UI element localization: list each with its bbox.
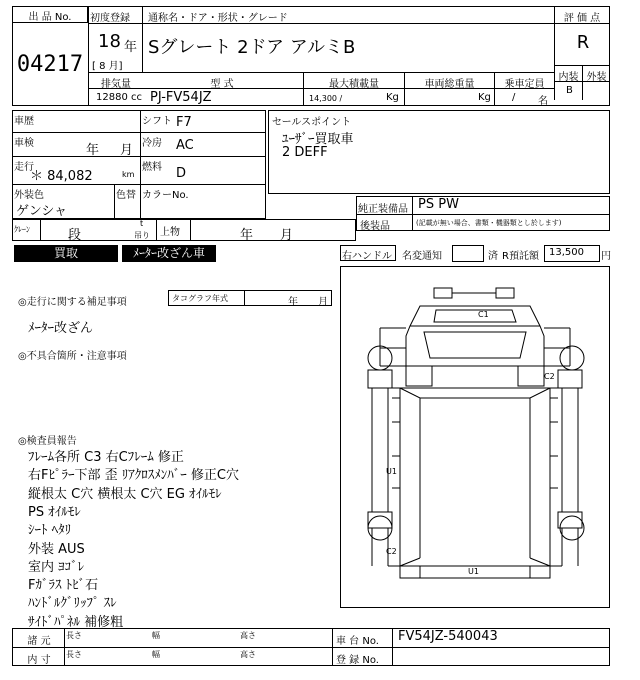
displacement-label: 排気量 [101,79,131,90]
recycle-label: R預託額 [502,251,539,262]
interior-dimension-label: 内 寸 [27,655,51,666]
first-reg-year-unit: 年 [124,40,138,55]
tachograph-label: タコグラフ年式 [172,294,228,303]
sales-point-line: ﾕｰｻﾞｰ買取車 [282,132,354,147]
inspector-line: ｻｲﾄﾞﾊﾟﾈﾙ 補修粗 [28,615,124,630]
model-name: Sグレート 2ドア アルミB [148,37,356,58]
interior-grade-value: B [566,85,573,96]
mileage-note: ﾒｰﾀｰ改ざん [28,321,94,336]
exterior-grade-label: 外装 [586,72,607,83]
shift-value: F7 [176,115,192,130]
seats-unit: 名 [538,96,548,107]
steering-label: 右ハンドル [342,251,392,262]
capacity-label: 最大積載量 [329,79,379,90]
inspector-line: ﾊﾝﾄﾞﾙｸﾞﾘｯﾌﾟ ｽﾚ [28,596,117,611]
capacity-value: 14,300 / [309,94,343,103]
inspection-month-unit: 月 [120,143,134,158]
dimension-label: 諸 元 [27,636,51,647]
inspector-line: ｼｰﾄ ﾍﾀﾘ [28,523,72,538]
length-label: 長さ [66,650,82,659]
length-label: 長さ [66,631,82,640]
inspection-year-unit: 年 [86,143,100,158]
color-code-label: カラーNo. [142,190,189,201]
mileage-unit: km [122,170,135,179]
body-year-unit: 年 [240,228,254,243]
body-month-unit: 月 [280,228,294,243]
crane-ton-label: t [140,219,144,228]
seats-label: 乗車定員 [504,79,545,90]
seats-value: / [512,92,516,103]
inspector-line: PS ｵｲﾙﾓﾚ [28,505,81,520]
truck-body-diagram [340,266,610,608]
width-label: 幅 [152,650,160,659]
history-label: 車歴 [14,116,34,127]
inspection-label: 車検 [14,138,34,149]
diagram-mark-c1: C1 [478,310,489,319]
name-change-label: 名変通知 [402,251,442,262]
displacement-value: 12880 [96,92,128,103]
diagram-mark-c2: C2 [544,372,555,381]
buyout-tag: 買取 [14,245,118,262]
fuel-value: D [176,166,187,181]
grade-value: R [576,32,590,53]
first-reg-label: 初度登録 [90,13,130,24]
ac-label: 冷房 [142,138,162,149]
sales-points-label: セールスポイント [272,117,352,128]
recycle-prefix: 済 [488,251,498,262]
mileage-label: 走行 [14,162,34,173]
recycle-value: 13,500 [549,247,584,258]
displacement-unit: cc [131,92,142,103]
inspector-line: 縦根太 C穴 横根太 C穴 EG ｵｲﾙﾓﾚ [28,487,222,502]
recycle-unit: 円 [601,251,611,262]
fuel-label: 燃料 [142,162,162,173]
model-header-label: 通称名・ドア・形状・グレード [148,13,288,24]
shift-label: シフト [142,116,172,127]
diagram-mark-c2: C2 [386,547,397,556]
inspector-line: 室内 ﾖｺﾞﾚ [28,560,85,575]
lot-number: 04217 [16,52,84,77]
crane-dan-label: 段 [68,228,82,243]
weight-unit: Kg [478,92,491,103]
chassis-number: FV54JZ-540043 [398,629,498,644]
first-reg-month: [ 8 月] [92,61,123,72]
capacity-unit: Kg [386,92,399,103]
crane-tsuri-label: 吊り [134,231,150,240]
aftermarket-label: 後装品 [360,221,390,232]
inspector-line: Fｶﾞﾗｽ ﾄﾋﾞ石 [28,578,99,593]
registration-label: 登 録 No. [336,655,379,666]
type-label: 型 式 [210,79,234,90]
width-label: 幅 [152,631,160,640]
color-change-label: 色替 [116,190,136,201]
crane-label: ｸﾚｰﾝ [14,225,30,234]
inspector-line: 右Fﾋﾟﾗｰ下部 歪 ﾘｱｸﾛｽﾒﾝﾊﾞｰ 修正C穴 [28,468,239,483]
tacho-year-unit: 年 [288,297,298,308]
name-change-box [452,245,484,262]
model-code: PJ-FV54JZ [150,90,212,105]
diagram-mark-u1: U1 [386,467,397,476]
genuine-equipment-value: PS PW [418,197,459,212]
lot-label: 出 品 No. [28,12,72,23]
weight-label: 車両総重量 [424,79,475,90]
first-reg-year: 18 [98,31,121,52]
ac-value: AC [176,138,194,153]
body-label: 上物 [160,227,180,238]
height-label: 高さ [240,631,256,640]
mileage-value: ＊ 84,082 [30,169,93,184]
meter-tampered-tag: ﾒｰﾀｰ改ざん車 [122,245,216,262]
interior-grade-label: 内装 [558,72,579,83]
inspector-line: 外装 AUS [28,542,85,557]
inspector-label: ◎検査員報告 [18,436,77,447]
chassis-label: 車 台 No. [336,636,379,647]
sales-point-line: 2 DEFF [282,145,328,160]
defects-label: ◎不具合箇所・注意事項 [18,351,127,362]
height-label: 高さ [240,650,256,659]
grade-header-label: 評 価 点 [563,13,601,24]
diagram-mark-u1: U1 [468,567,479,576]
exterior-color-label: 外装色 [14,190,44,201]
genuine-equipment-label: 純正装備品 [358,204,408,215]
aftermarket-note: (記載が無い場合、書類・機器類とし於します) [416,219,562,227]
tacho-month-unit: 月 [318,297,328,308]
mileage-notes-label: ◎走行に関する補足事項 [18,297,127,308]
exterior-color-value: ゲンシャ [16,204,68,219]
inspector-line: ﾌﾚｰﾑ各所 C3 右Cﾌﾚｰﾑ 修正 [28,450,184,465]
